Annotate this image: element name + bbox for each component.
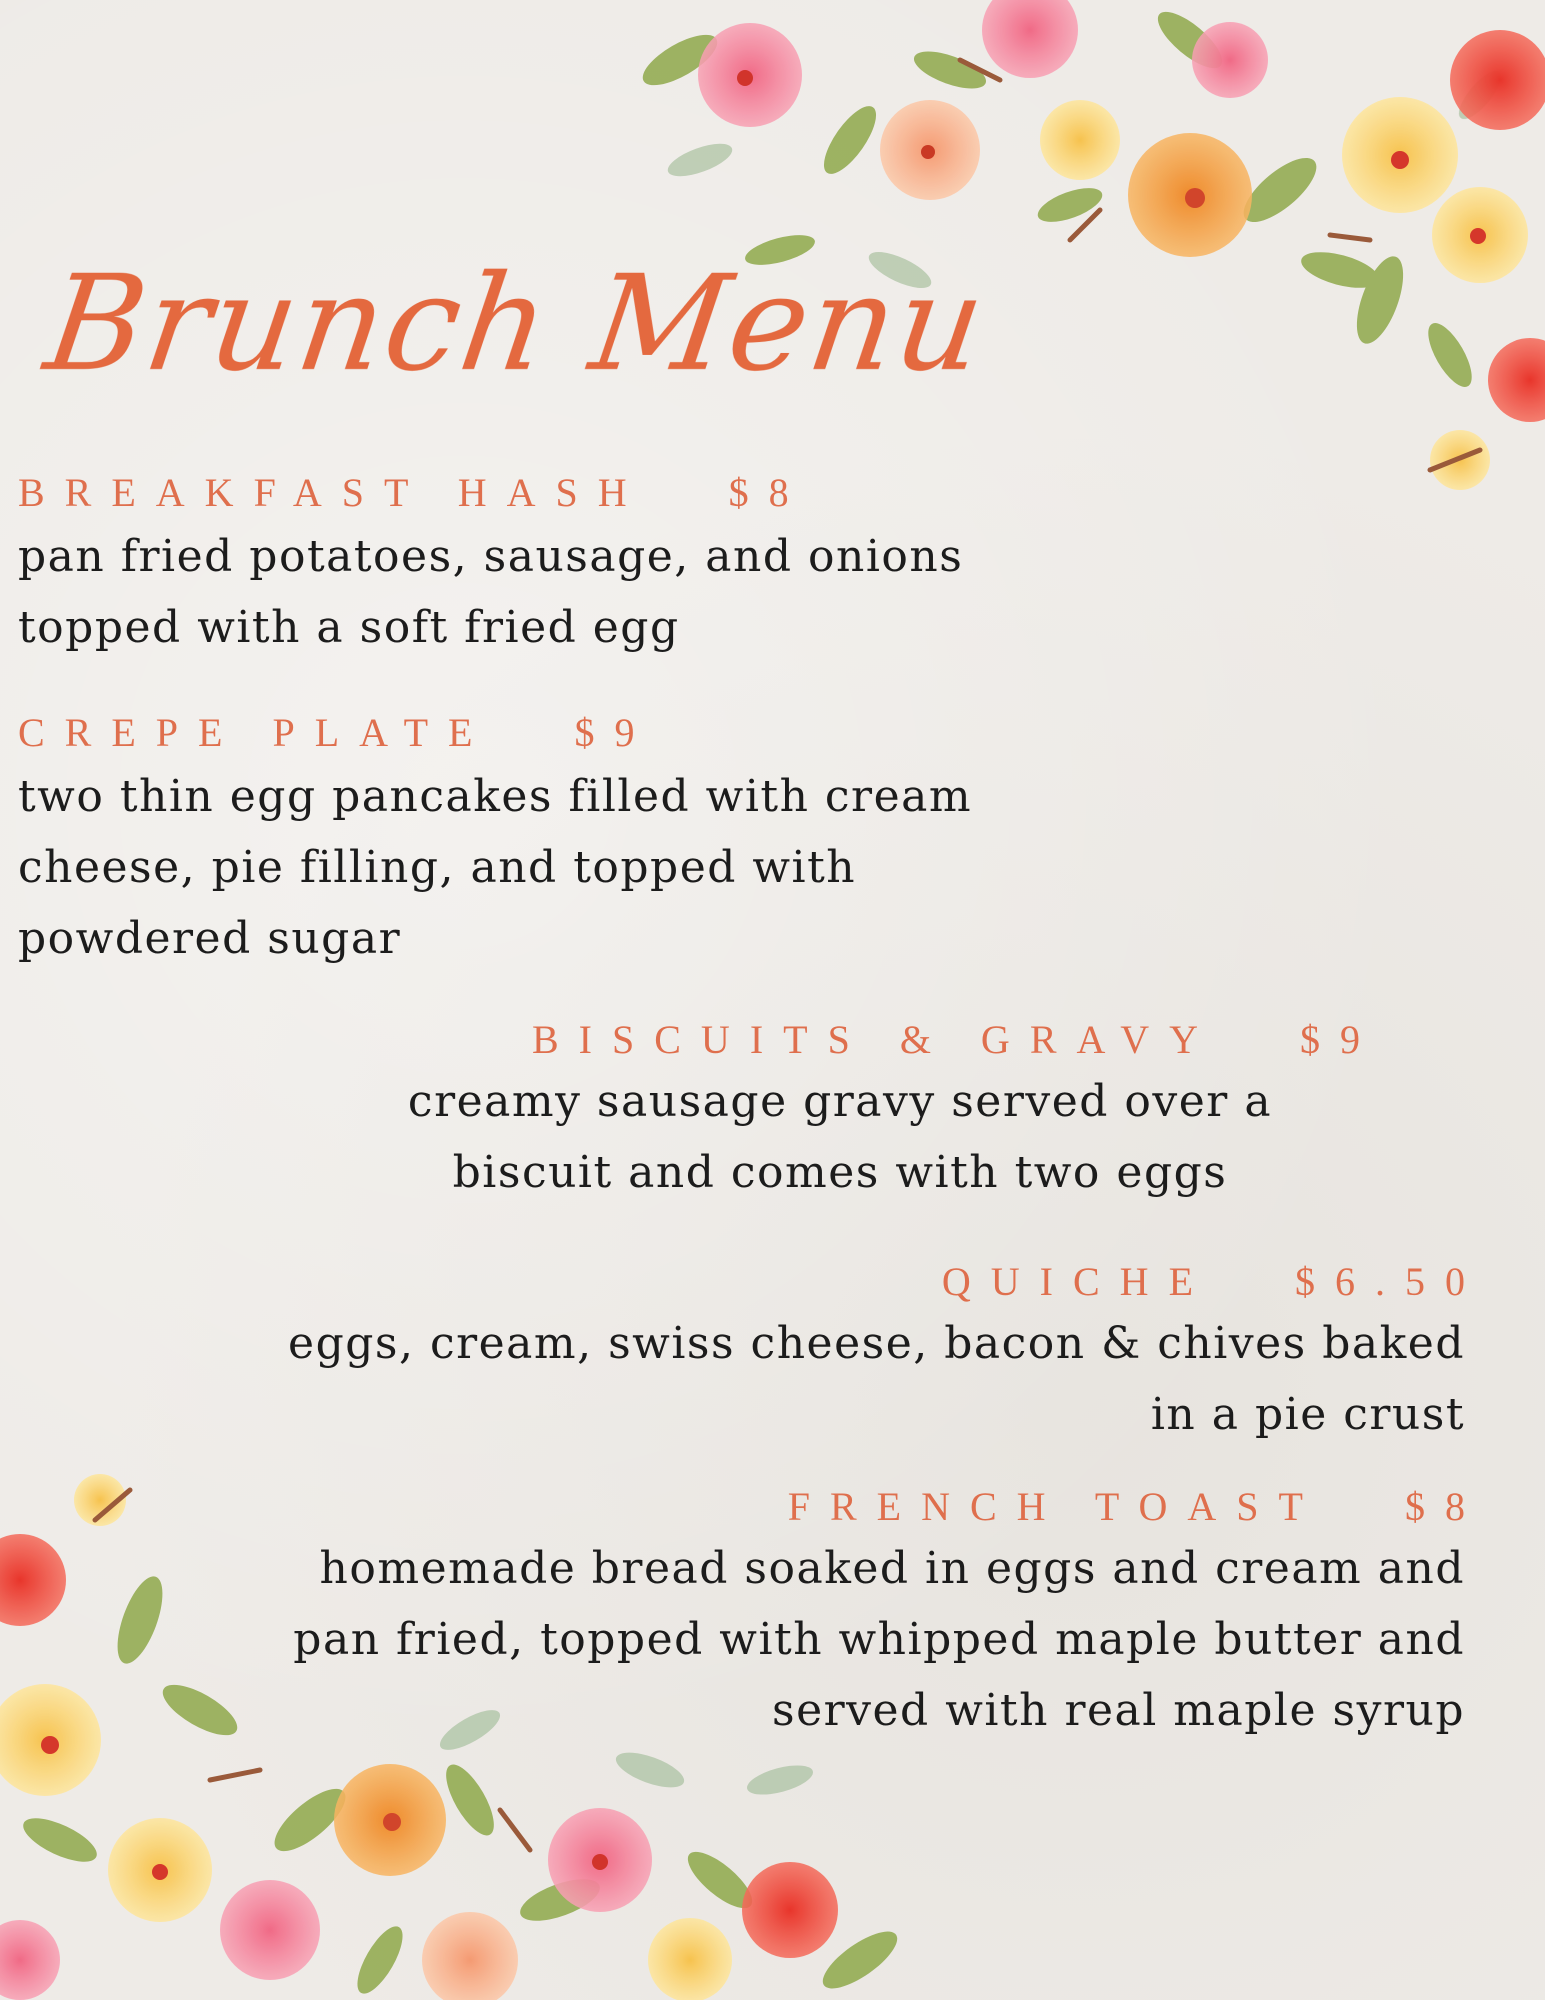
- menu-title: Brunch Menu: [37, 247, 996, 401]
- item-price: $6.50: [1295, 1259, 1485, 1304]
- item-description: eggs, cream, swiss cheese, bacon & chives baked in a pie crust: [288, 1318, 1465, 1440]
- menu-item-heading: [380, 1017, 1380, 1062]
- menu-item-crepe-plate: [18, 710, 973, 974]
- item-name: BREAKFAST HASH: [18, 470, 647, 515]
- item-price: $9: [1300, 1017, 1380, 1062]
- menu-item-heading: [293, 1484, 1485, 1529]
- menu-item-biscuits-gravy: [380, 1017, 1380, 1208]
- item-name: QUICHE: [941, 1259, 1213, 1304]
- menu-item-french-toast: [293, 1484, 1485, 1746]
- item-description: two thin egg pancakes filled with cream cheese, pie filling, and topped with powdered sugar: [18, 771, 973, 964]
- menu-item-heading: [18, 710, 972, 755]
- menu-item-breakfast-hash: [18, 470, 964, 663]
- menu-item-quiche: [288, 1259, 1485, 1450]
- item-price: $9: [574, 710, 655, 755]
- item-description: creamy sausage gravy served over a biscuit and comes with two eggs: [407, 1076, 1273, 1198]
- item-name: BISCUITS & GRAVY: [532, 1017, 1218, 1062]
- item-description: homemade bread soaked in eggs and cream and pan fried, topped with whipped maple butter and served with real maple syrup: [293, 1543, 1465, 1736]
- item-price: $8: [1405, 1484, 1485, 1529]
- item-name: FRENCH TOAST: [787, 1484, 1323, 1529]
- menu-item-heading: [288, 1259, 1485, 1304]
- menu-item-heading: [18, 470, 963, 515]
- item-description: pan fried potatoes, sausage, and onions topped with a soft fried egg: [18, 531, 964, 653]
- item-name: CREPE PLATE: [18, 710, 493, 755]
- item-price: $8: [728, 470, 809, 515]
